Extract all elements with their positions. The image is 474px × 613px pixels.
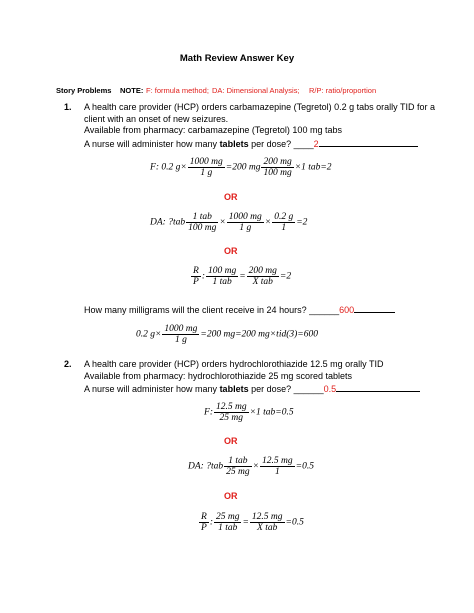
problem-2-answer: 0.5 [323,384,337,394]
equation-ratio-2: $\frac{R}{P}$ : $\frac{25 mg}{\text{1 tab}}$ = $\frac{12.5 mg}{\text{X tab}}$ =0.5 [201,512,304,533]
page-title: Math Review Answer Key [179,53,295,64]
or-separator-1: OR [224,192,238,202]
problem-1-question: A nurse will administer how many tablets per dose? ____2 [84,137,418,151]
problem-1-line-3: Available from pharmacy: carbamazepine (Tegretol) 100 mg tabs [84,125,342,135]
note-label: NOTE: [120,86,144,95]
equation-dimensional-1: DA: ?tab $\frac{\text{1 tab}}{100 mg}$ × $\frac{1000 mg}{1 g}$ × $\frac{0.2 g}{1}$ =2 [150,212,308,233]
note-ratio-proportion: R/P: ratio/proportion [309,86,377,95]
equation-formula-2: F: $\frac{12.5 mg}{25 mg}$ ×1 tab=0.5 [204,402,294,423]
equation-formula-1: F: 0.2 g× $\frac{1000 mg}{1 g}$ =200 mg $\frac{200 mg}{100 mg}$ ×1 tab=2 [150,157,332,178]
problem-1-number: 1. [64,102,72,112]
or-separator-4: OR [224,491,238,501]
story-problems-label: Story Problems [56,86,112,95]
problem-1-line-2: client with an onset of new seizures. [84,113,229,124]
problem-1-answer-2: 600 [339,305,355,315]
equation-ratio-1: $\frac{R}{P}$ : $\frac{100 mg}{\text{1 tab}}$ = $\frac{200 mg}{\text{X tab}}$ =2 [193,266,292,287]
problem-2-line-2: Available from pharmacy: hydrochlorothiazide 25 mg scored tablets [84,370,352,381]
equation-24h-dose: 0.2 g× $\frac{1000 mg}{1 g}$ =200 mg=200 mg×tid(3)=600 [136,324,318,345]
problem-2-line-1: A health care provider (HCP) orders hydrochlorothiazide 12.5 mg orally TID [84,359,384,369]
or-separator-2: OR [224,246,238,256]
equation-dimensional-2: DA: ?tab $\frac{\text{1 tab}}{25 mg}$ × $\frac{12.5 mg}{1}$ =0.5 [188,456,314,477]
problem-1-question-2: How many milligrams will the client receive in 24 hours? ______600 [84,303,395,317]
problem-2-number: 2. [64,359,72,369]
problem-1-line-1: A health care provider (HCP) orders carbamazepine (Tegretol) 0.2 g tabs orally TID for a [84,102,435,112]
problem-1-answer: 2 [313,138,319,149]
problem-2-question: A nurse will administer how many tablets per dose? ______0.5 [84,382,420,396]
note-formula-method: F: formula method; [146,86,209,95]
note-dimensional-analysis: DA: Dimensional Analysis; [212,86,300,95]
or-separator-3: OR [224,436,238,446]
